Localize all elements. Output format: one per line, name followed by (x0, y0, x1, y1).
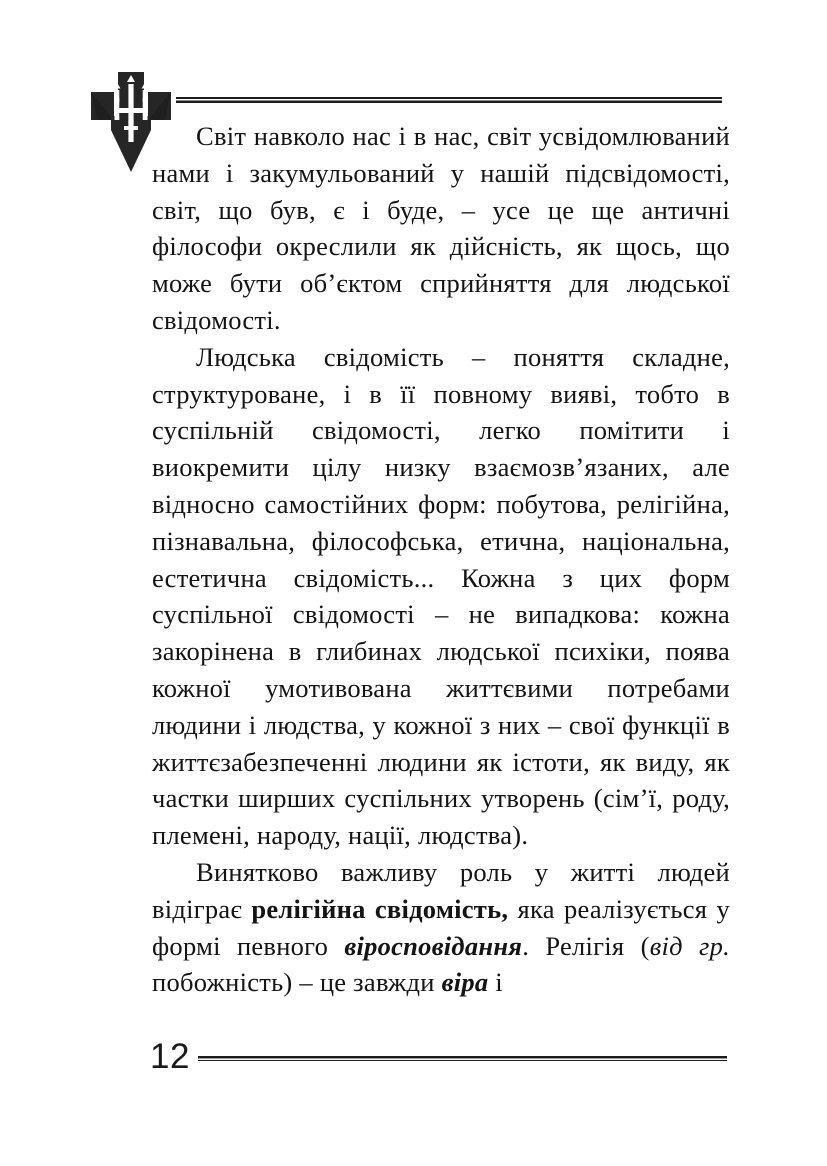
paragraph-3 (152, 854, 730, 1001)
text-run-bold: релігійна свідомість, (251, 893, 509, 924)
text-run: побожність) – це завжди (152, 967, 442, 998)
footer-divider-rule (198, 1056, 727, 1062)
text-run: яка реалізується у формі певного (152, 893, 730, 961)
paragraph-1: Світ навколо нас і в нас, світ усвідомлюваний нами і закумульований у нашій підсвідомості, світ, що був, є і буде, – усе це ще античні філософи окреслили як дійсність, як щось, що може бути об’єктом сприйняття для людської свідомості. (152, 121, 730, 335)
text-run-italic: від гр. (649, 930, 730, 961)
text-run-bold-italic: віра (441, 967, 489, 998)
header-divider-rule (176, 97, 722, 104)
page-footer (0, 1036, 827, 1096)
text-run: і (488, 967, 503, 998)
text-run-bold-italic: віросповідання (344, 930, 523, 961)
page-body-text (152, 118, 730, 1001)
page-header (0, 0, 827, 120)
paragraph-2: Людська свідомість – поняття складне, структуроване, і в її повному вияві, тобто в суспільній свідомості, легко помітити і виокремити цілу низку взаємозв’язаних, але відносно самостійних форм: побутова, релігійна, пізнавальна, філософська, етична, національна, естетична свідомість... Кожна з цих форм суспільної свідомості – не випадкова: кожна закорінена в глибинах людської психіки, поява кожної умотивована життєвими потребами людини і людства, у кожної з них – свої функції в життєзабезпеченні людини як істоти, як виду, як частки ширших суспільних утворень (сім’ї, роду, племені, народу, нації, людства). (152, 341, 730, 851)
text-run: . Релігія ( (522, 930, 650, 961)
page-number: 12 (150, 1037, 190, 1076)
text-run: Винятково важливу роль у житті людей відіграє (152, 856, 730, 924)
